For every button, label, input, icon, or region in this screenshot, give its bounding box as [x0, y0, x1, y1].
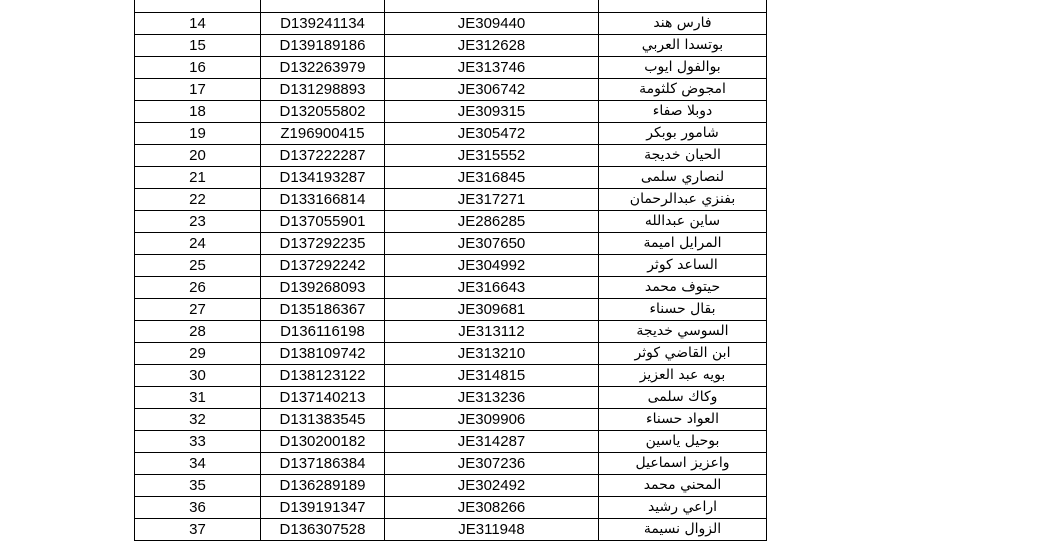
student-code-cell: JE313236 — [385, 387, 599, 409]
cin-cell: D130200182 — [261, 431, 385, 453]
full-name-cell: الحيان خديجة — [599, 145, 767, 167]
cin-cell: D137222287 — [261, 145, 385, 167]
row-number-cell: 21 — [135, 167, 261, 189]
table-row — [135, 387, 767, 409]
table-row — [135, 343, 767, 365]
row-number-cell: 31 — [135, 387, 261, 409]
cin-cell: D137292235 — [261, 233, 385, 255]
full-name-cell: وكاك سلمى — [599, 387, 767, 409]
table-row — [135, 189, 767, 211]
student-code-cell: JE307236 — [385, 453, 599, 475]
student-code-cell: JE314815 — [385, 365, 599, 387]
full-name-cell: حيتوف محمد — [599, 277, 767, 299]
table-row — [135, 519, 767, 541]
table-row — [135, 409, 767, 431]
full-name-cell: لنصاري سلمى — [599, 167, 767, 189]
cin-cell: D139191347 — [261, 497, 385, 519]
student-code-cell: JE309315 — [385, 101, 599, 123]
table-row — [135, 277, 767, 299]
cin-cell: D136116198 — [261, 321, 385, 343]
row-number-cell: 25 — [135, 255, 261, 277]
cin-cell: D131383545 — [261, 409, 385, 431]
student-code-cell: JE313112 — [385, 321, 599, 343]
full-name-cell: الزوال نسيمة — [599, 519, 767, 541]
table-row — [135, 167, 767, 189]
full-name-cell: بوالفول ايوب — [599, 57, 767, 79]
row-number-cell: 18 — [135, 101, 261, 123]
table-row — [135, 101, 767, 123]
student-code-cell: JE307650 — [385, 233, 599, 255]
row-number-cell: 14 — [135, 13, 261, 35]
cin-cell: D131298893 — [261, 79, 385, 101]
row-number-cell: 35 — [135, 475, 261, 497]
full-name-cell: الساعد كوثر — [599, 255, 767, 277]
student-code-cell: JE312628 — [385, 35, 599, 57]
row-number-cell: 26 — [135, 277, 261, 299]
cin-cell: D139189186 — [261, 35, 385, 57]
full-name-cell: بوتسدا العربي — [599, 35, 767, 57]
full-name-cell: المرايل اميمة — [599, 233, 767, 255]
cin-cell: D137055901 — [261, 211, 385, 233]
student-code-cell: JE309440 — [385, 13, 599, 35]
table-row — [135, 123, 767, 145]
row-number-cell: 34 — [135, 453, 261, 475]
table-row — [135, 57, 767, 79]
row-number-cell: 24 — [135, 233, 261, 255]
full-name-cell: واعزيز اسماعيل — [599, 453, 767, 475]
table-row — [135, 255, 767, 277]
full-name-cell: شامور بوبكر — [599, 123, 767, 145]
cin-cell: Z196900415 — [261, 123, 385, 145]
row-number-cell: 33 — [135, 431, 261, 453]
row-number-cell: 20 — [135, 145, 261, 167]
cin-cell: D132055802 — [261, 101, 385, 123]
student-code-cell: JE313210 — [385, 343, 599, 365]
full-name-cell: بقال حسناء — [599, 299, 767, 321]
full-name-cell: امجوض كلثومة — [599, 79, 767, 101]
row-number-cell: 22 — [135, 189, 261, 211]
row-number-cell: 16 — [135, 57, 261, 79]
full-name-cell: العواد حسناء — [599, 409, 767, 431]
full-name-cell — [599, 0, 767, 13]
table-row — [135, 35, 767, 57]
student-code-cell: JE315552 — [385, 145, 599, 167]
row-number-cell: 29 — [135, 343, 261, 365]
row-number-cell: 15 — [135, 35, 261, 57]
student-code-cell: JE302492 — [385, 475, 599, 497]
cin-cell: D132263979 — [261, 57, 385, 79]
row-number-cell: 32 — [135, 409, 261, 431]
cin-cell — [261, 0, 385, 13]
row-number-cell: 30 — [135, 365, 261, 387]
full-name-cell: السوسي خديجة — [599, 321, 767, 343]
cin-cell: D138123122 — [261, 365, 385, 387]
table-row — [135, 299, 767, 321]
student-code-cell: JE316845 — [385, 167, 599, 189]
full-name-cell: ساين عبدالله — [599, 211, 767, 233]
table-row — [135, 431, 767, 453]
student-code-cell: JE305472 — [385, 123, 599, 145]
student-code-cell: JE306742 — [385, 79, 599, 101]
table-row — [135, 475, 767, 497]
cin-cell: D136307528 — [261, 519, 385, 541]
row-number-cell: 28 — [135, 321, 261, 343]
cin-cell: D137186384 — [261, 453, 385, 475]
cin-cell: D137140213 — [261, 387, 385, 409]
cin-cell: D139268093 — [261, 277, 385, 299]
row-number-cell: 37 — [135, 519, 261, 541]
table-row — [135, 497, 767, 519]
cin-cell: D139241134 — [261, 13, 385, 35]
student-code-cell: JE309681 — [385, 299, 599, 321]
student-code-cell: JE311948 — [385, 519, 599, 541]
student-code-cell: JE308266 — [385, 497, 599, 519]
students-list-table-wrapper — [134, 0, 766, 541]
table-body — [135, 0, 767, 541]
student-code-cell: JE313746 — [385, 57, 599, 79]
row-number-cell: 23 — [135, 211, 261, 233]
full-name-cell: بوحيل ياسين — [599, 431, 767, 453]
full-name-cell: المحني محمد — [599, 475, 767, 497]
table-row — [135, 0, 767, 13]
full-name-cell: بفنزي عبدالرحمان — [599, 189, 767, 211]
student-code-cell: JE304992 — [385, 255, 599, 277]
row-number-cell: 36 — [135, 497, 261, 519]
cin-cell: D137292242 — [261, 255, 385, 277]
full-name-cell: فارس هند — [599, 13, 767, 35]
table-row — [135, 145, 767, 167]
table-row — [135, 453, 767, 475]
full-name-cell: ابن القاضي كوثر — [599, 343, 767, 365]
students-list-table — [134, 0, 767, 541]
student-code-cell — [385, 0, 599, 13]
cin-cell: D134193287 — [261, 167, 385, 189]
table-row — [135, 211, 767, 233]
student-code-cell: JE316643 — [385, 277, 599, 299]
cin-cell: D138109742 — [261, 343, 385, 365]
table-row — [135, 13, 767, 35]
student-code-cell: JE309906 — [385, 409, 599, 431]
cin-cell: D135186367 — [261, 299, 385, 321]
row-number-cell: 27 — [135, 299, 261, 321]
full-name-cell: اراعي رشيد — [599, 497, 767, 519]
row-number-cell: 19 — [135, 123, 261, 145]
table-row — [135, 365, 767, 387]
table-row — [135, 321, 767, 343]
row-number-cell: 17 — [135, 79, 261, 101]
student-code-cell: JE317271 — [385, 189, 599, 211]
table-row — [135, 79, 767, 101]
full-name-cell: بويه عبد العزيز — [599, 365, 767, 387]
cin-cell: D133166814 — [261, 189, 385, 211]
row-number-cell — [135, 0, 261, 13]
student-code-cell: JE286285 — [385, 211, 599, 233]
cin-cell: D136289189 — [261, 475, 385, 497]
student-code-cell: JE314287 — [385, 431, 599, 453]
full-name-cell: دوبلا صفاء — [599, 101, 767, 123]
table-row — [135, 233, 767, 255]
